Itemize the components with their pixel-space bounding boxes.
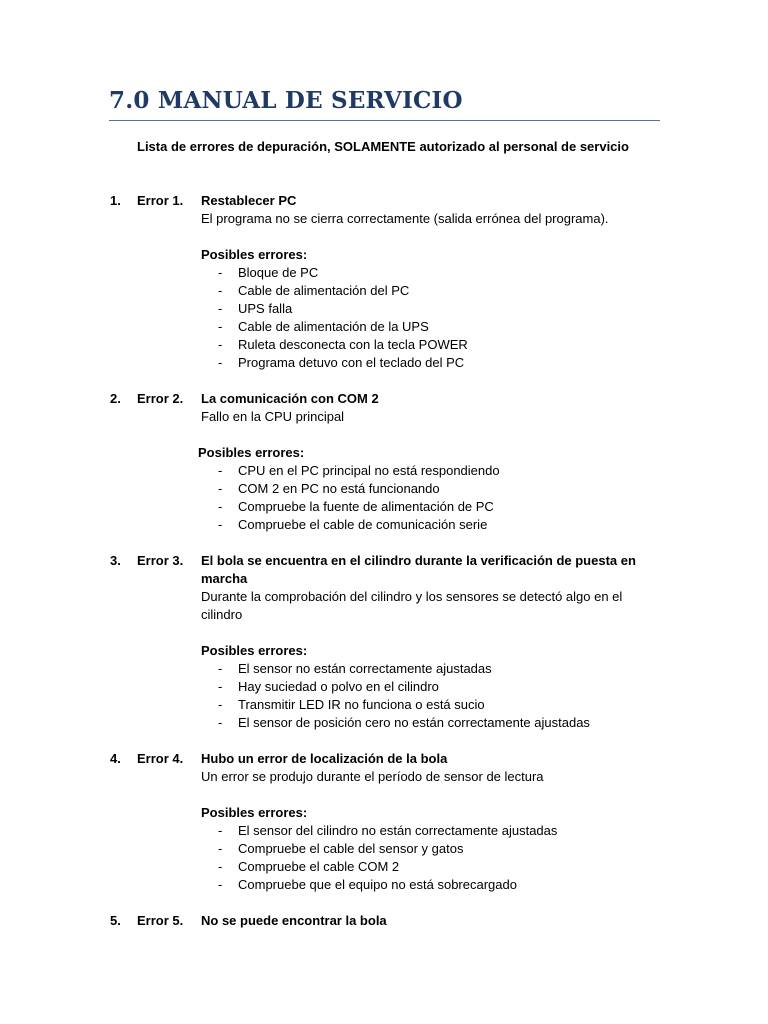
error-code: Error 5. xyxy=(137,913,184,928)
page-subtitle: Lista de errores de depuración, SOLAMENTE autorizado al personal de servicio xyxy=(137,139,629,154)
possible-errors-label: Posibles errores: xyxy=(198,445,305,460)
bullet-dash-icon: - xyxy=(218,877,223,892)
cause-text: UPS falla xyxy=(238,301,293,316)
possible-errors xyxy=(201,642,663,732)
possible-errors xyxy=(198,444,663,534)
cause-item xyxy=(201,282,663,300)
cause-text: El sensor no están correctamente ajustadas xyxy=(238,661,492,676)
error-number: 5. xyxy=(110,913,121,928)
cause-item xyxy=(201,858,663,876)
error-title: No se puede encontrar la bola xyxy=(201,913,387,928)
cause-item xyxy=(201,660,663,678)
cause-item xyxy=(201,336,663,354)
page-title: 7.0 MANUAL DE SERVICIO xyxy=(109,87,463,114)
error-item xyxy=(0,552,768,732)
bullet-dash-icon: - xyxy=(218,319,223,334)
cause-text: Compruebe el cable COM 2 xyxy=(238,859,400,874)
error-number: 1. xyxy=(110,193,121,208)
cause-item xyxy=(201,840,663,858)
error-code: Error 1. xyxy=(137,193,184,208)
error-code: Error 2. xyxy=(137,391,184,406)
cause-item xyxy=(201,876,663,894)
cause-list xyxy=(201,264,663,372)
cause-item xyxy=(201,354,663,372)
error-list xyxy=(0,192,768,948)
error-item xyxy=(0,390,768,534)
bullet-dash-icon: - xyxy=(218,715,223,730)
cause-item xyxy=(201,822,663,840)
error-item xyxy=(0,750,768,894)
cause-text: Cable de alimentación del PC xyxy=(238,283,410,298)
cause-text: Transmitir LED IR no funciona o está sucio xyxy=(238,697,485,712)
bullet-dash-icon: - xyxy=(218,859,223,874)
cause-list xyxy=(201,462,663,534)
bullet-dash-icon: - xyxy=(218,823,223,838)
bullet-dash-icon: - xyxy=(218,265,223,280)
cause-item xyxy=(201,480,663,498)
bullet-dash-icon: - xyxy=(218,697,223,712)
cause-list xyxy=(201,822,663,894)
possible-errors-label: Posibles errores: xyxy=(201,643,308,658)
bullet-dash-icon: - xyxy=(218,841,223,856)
cause-text: Bloque de PC xyxy=(238,265,319,280)
error-code: Error 4. xyxy=(137,751,184,766)
error-title: La comunicación con COM 2 xyxy=(201,391,379,406)
cause-text: Cable de alimentación de la UPS xyxy=(238,319,429,334)
error-number: 3. xyxy=(110,553,121,568)
error-description: Durante la comprobación del cilindro y los sensores se detectó algo en el cilindro xyxy=(201,589,623,622)
cause-item xyxy=(201,318,663,336)
bullet-dash-icon: - xyxy=(218,355,223,370)
cause-item xyxy=(201,516,663,534)
cause-item xyxy=(201,498,663,516)
cause-item xyxy=(201,678,663,696)
possible-errors-label: Posibles errores: xyxy=(201,247,308,262)
error-code: Error 3. xyxy=(137,553,184,568)
possible-errors xyxy=(201,804,663,894)
cause-text: Ruleta desconecta con la tecla POWER xyxy=(238,337,468,352)
cause-text: El sensor de posición cero no están correctamente ajustadas xyxy=(238,715,590,730)
cause-text: CPU en el PC principal no está respondiendo xyxy=(238,463,500,478)
cause-text: Hay suciedad o polvo en el cilindro xyxy=(238,679,439,694)
error-title: Restablecer PC xyxy=(201,193,297,208)
error-body xyxy=(201,750,663,894)
bullet-dash-icon: - xyxy=(218,499,223,514)
error-body xyxy=(201,912,663,930)
error-title: Hubo un error de localización de la bola xyxy=(201,751,448,766)
cause-item xyxy=(201,714,663,732)
error-item xyxy=(0,912,768,930)
bullet-dash-icon: - xyxy=(218,481,223,496)
error-description: Un error se produjo durante el período de sensor de lectura xyxy=(201,769,544,784)
error-title: El bola se encuentra en el cilindro durante la verificación de puesta en marcha xyxy=(201,553,636,586)
cause-text: COM 2 en PC no está funcionando xyxy=(238,481,440,496)
bullet-dash-icon: - xyxy=(218,463,223,478)
error-body xyxy=(201,552,663,732)
cause-text: Compruebe el cable del sensor y gatos xyxy=(238,841,464,856)
cause-text: El sensor del cilindro no están correctamente ajustadas xyxy=(238,823,558,838)
cause-item xyxy=(201,264,663,282)
bullet-dash-icon: - xyxy=(218,337,223,352)
error-body xyxy=(198,390,663,534)
error-description: Fallo en la CPU principal xyxy=(201,409,345,424)
cause-text: Compruebe que el equipo no está sobrecargado xyxy=(238,877,517,892)
possible-errors-label: Posibles errores: xyxy=(201,805,308,820)
cause-text: Compruebe el cable de comunicación serie xyxy=(238,517,488,532)
error-number: 4. xyxy=(110,751,121,766)
cause-list xyxy=(201,660,663,732)
error-description: El programa no se cierra correctamente (salida errónea del programa). xyxy=(201,211,609,226)
cause-item xyxy=(201,696,663,714)
bullet-dash-icon: - xyxy=(218,661,223,676)
bullet-dash-icon: - xyxy=(218,517,223,532)
bullet-dash-icon: - xyxy=(218,283,223,298)
error-body xyxy=(201,192,663,372)
error-number: 2. xyxy=(110,391,121,406)
bullet-dash-icon: - xyxy=(218,679,223,694)
cause-item xyxy=(201,300,663,318)
bullet-dash-icon: - xyxy=(218,301,223,316)
cause-item xyxy=(201,462,663,480)
error-item xyxy=(0,192,768,372)
cause-text: Programa detuvo con el teclado del PC xyxy=(238,355,465,370)
title-underline xyxy=(109,120,660,121)
possible-errors xyxy=(201,246,663,372)
cause-text: Compruebe la fuente de alimentación de PC xyxy=(238,499,494,514)
